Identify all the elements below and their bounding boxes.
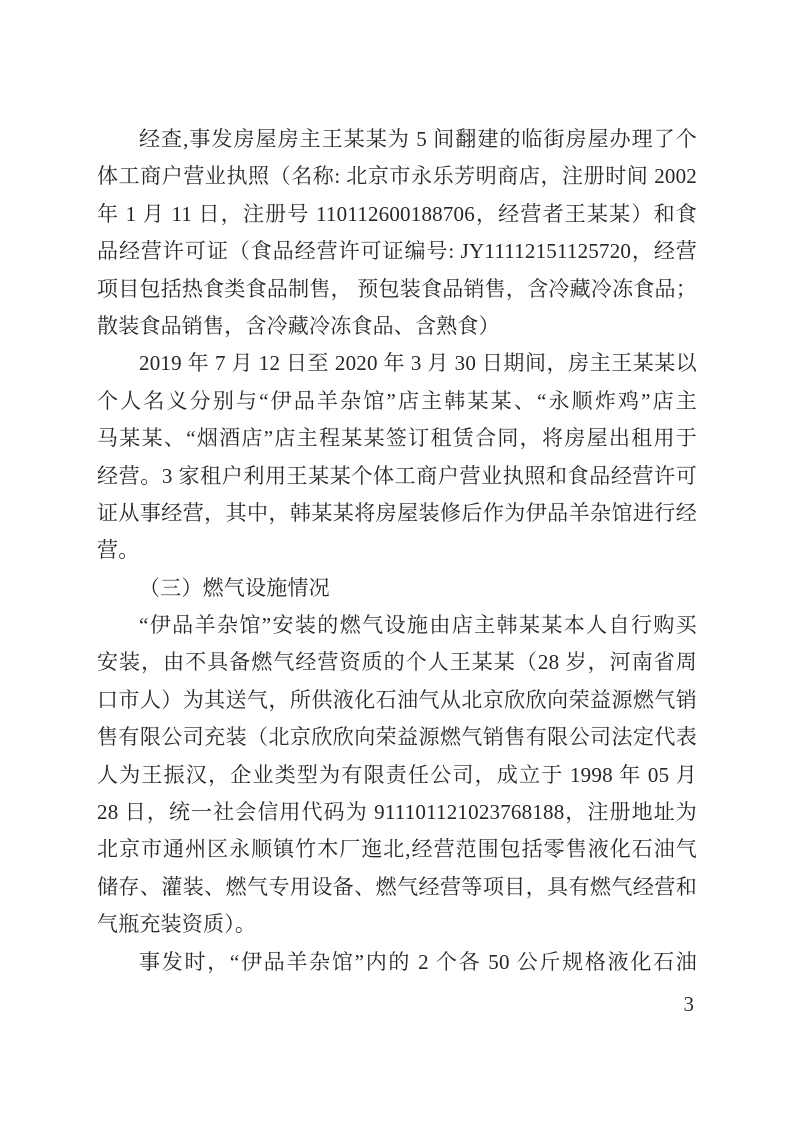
paragraph <box>97 345 697 569</box>
text-line: 体工商户营业执照（名称: 北京市永乐芳明商店，注册时间 2002 <box>97 164 697 189</box>
text-line: 储存、灌装、燃气专用设备、燃气经营等项目，具有燃气经营和 <box>97 874 697 899</box>
text-line: 气瓶充装资质）。 <box>97 912 257 937</box>
section-heading <box>97 570 697 607</box>
text-line: 马某某、“烟酒店”店主程某某签订租赁合同，将房屋出租用于 <box>97 426 697 451</box>
text-line: 28 日，统一社会信用代码为 911101121023768188，注册地址为 <box>97 800 697 825</box>
text-line: 个人名义分别与“伊品羊杂馆”店主韩某某、“永顺炸鸡”店主 <box>97 388 697 413</box>
text-line: 北京市通州区永顺镇竹木厂迤北,经营范围包括零售液化石油气 <box>97 837 697 862</box>
text-line: （三）燃气设施情况 <box>139 575 330 600</box>
text-line: 人为王振汉，企业类型为有限责任公司，成立于 1998 年 05 月 <box>97 762 697 787</box>
page-number: 3 <box>683 992 694 1016</box>
text-line: 事发时，“伊品羊杂馆”内的 2 个各 50 公斤规格液化石油 <box>139 949 697 974</box>
text-line: 散装食品销售，含冷藏冷冻食品、含熟食） <box>97 313 500 338</box>
text-line: 售有限公司充装（北京欣欣向荣益源燃气销售有限公司法定代表 <box>97 725 697 750</box>
text-line: 营。 <box>97 538 140 563</box>
document-body <box>97 121 697 981</box>
text-line: 2019 年 7 月 12 日至 2020 年 3 月 30 日期间，房主王某某以 <box>139 351 697 376</box>
text-line: 安装，由不具备燃气经营资质的个人王某某（28 岁，河南省周 <box>97 650 697 675</box>
text-line: 经查,事发房屋房主王某某为 5 间翻建的临街房屋办理了个 <box>139 127 697 151</box>
text-line: “伊品羊杂馆”安装的燃气设施由店主韩某某本人自行购买 <box>139 613 697 638</box>
paragraph <box>97 121 697 345</box>
text-line: 年 1 月 11 日，注册号 110112600188706，经营者王某某）和食 <box>97 201 697 226</box>
text-line: 经营。3 家租户利用王某某个体工商户营业执照和食品经营许可 <box>97 463 697 488</box>
text-line: 项目包括热食类食品制售， 预包装食品销售，含冷藏冷冻食品； <box>97 276 697 301</box>
paragraph <box>97 944 697 981</box>
text-line: 证从事经营，其中，韩某某将房屋装修后作为伊品羊杂馆进行经 <box>97 500 697 525</box>
paragraph <box>97 607 697 944</box>
text-line: 口市人）为其送气，所供液化石油气从北京欣欣向荣益源燃气销 <box>97 687 697 712</box>
text-line: 品经营许可证（食品经营许可证编号: JY11112151125720，经营 <box>97 239 697 264</box>
